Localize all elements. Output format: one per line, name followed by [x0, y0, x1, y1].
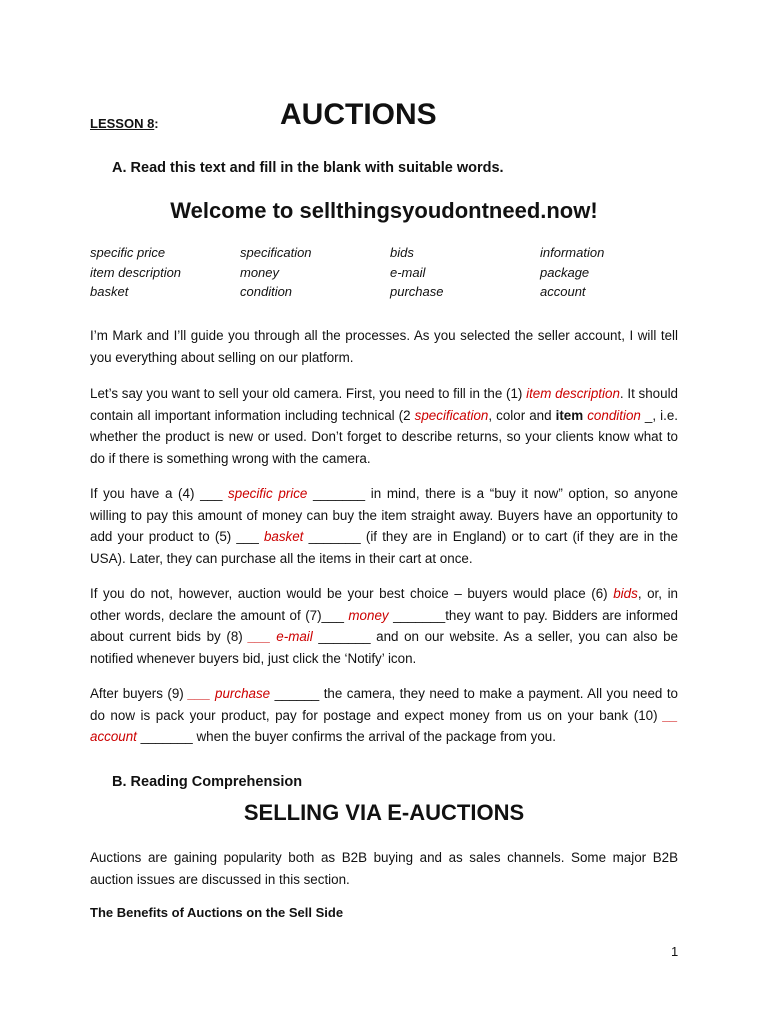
- paragraph-payment: [90, 683, 678, 748]
- text-run: _______they want to pay. Bidders are informed about current bids by (8): [90, 607, 679, 644]
- filled-answer: ___ purchase: [188, 686, 271, 701]
- text-run: _______ (if they are in England) or to cart (if they are in the USA). Later, they can purchase all the items in their cart at once.: [90, 529, 678, 566]
- filled-answer: bids: [613, 586, 638, 601]
- text-run: _______ and on our website. As a seller, you can also be notified whenever buyers bid, just click the ‘Notify’ icon.: [90, 629, 678, 666]
- text-run: _______ in mind, there is a “buy it now” option, so anyone willing to pay this amount of money can buy the item straight away. Buyers have an opportunity to add your product to (5) ___: [90, 486, 678, 544]
- paragraph-item-description: [90, 383, 678, 469]
- filled-answer: specific price: [228, 486, 308, 501]
- lesson-number: LESSON 8: [90, 116, 155, 131]
- word-bank-row: [90, 245, 690, 265]
- word-bank-item: item description: [90, 264, 182, 280]
- filled-answer: specification: [414, 407, 489, 423]
- welcome-heading: Welcome to sellthingsyoudontneed.now!: [170, 198, 598, 223]
- word-bank-item: bids: [390, 245, 414, 260]
- text-run: ______ the camera, they need to make a payment. All you need to do now is pack your product, pay for postage and expect money from us on your bank (10): [90, 686, 678, 723]
- text-run: , or, in other words, declare the amount of (7)___: [90, 586, 678, 623]
- lesson-colon: :: [154, 116, 159, 131]
- page-title: AUCTIONS: [280, 98, 437, 131]
- section-b-heading: B. Reading Comprehension: [112, 774, 303, 790]
- word-bank-item: information: [540, 245, 605, 260]
- word-bank-item: specific price: [90, 245, 166, 260]
- word-bank-item: basket: [90, 284, 129, 299]
- bold-word: item: [555, 407, 584, 423]
- word-bank-item: account: [540, 284, 586, 299]
- word-bank-row: [90, 265, 690, 285]
- paragraph-intro: I’m Mark and I’ll guide you through all the processes. As you selected the seller account, I will tell you everything about selling on our platform.: [90, 328, 678, 365]
- section-a-heading: A. Read this text and fill in the blank with suitable words.: [112, 160, 504, 176]
- text-run: If you have a (4) ___: [90, 486, 229, 501]
- text-run: _, i.e. whether the product is new or used. Don’t forget to describe returns, so your clients know what to do if there is something wrong with the camera.: [90, 407, 678, 466]
- lesson-label: [90, 116, 159, 131]
- benefits-subheading: The Benefits of Auctions on the Sell Side: [90, 905, 344, 920]
- text-run: After buyers (9): [90, 686, 189, 701]
- text-run: , color and: [488, 407, 556, 423]
- paragraph-auctions-popularity: Auctions are gaining popularity both as B2B buying and as sales channels. Some major B2B auction issues are discussed in this section.: [90, 850, 678, 887]
- filled-answer: money: [348, 607, 389, 623]
- filled-answer: basket: [263, 529, 304, 544]
- page-number: 1: [671, 944, 679, 959]
- word-bank-row: [90, 284, 690, 304]
- word-bank-item: condition: [240, 284, 293, 299]
- paragraph-auction: [90, 583, 678, 669]
- filled-answer: condition: [587, 407, 641, 423]
- text-run: _______ when the buyer confirms the arrival of the package from you.: [136, 729, 556, 744]
- word-bank-item: money: [240, 264, 280, 280]
- selling-heading: SELLING VIA E-AUCTIONS: [243, 800, 525, 825]
- filled-answer: ___ e-mail: [248, 629, 313, 644]
- paragraph-buy-it-now: [90, 483, 678, 569]
- text-run: . It should contain all important information including technical (2: [90, 386, 678, 423]
- word-bank-item: specification: [240, 245, 312, 260]
- text-run: If you do not, however, auction would be your best choice – buyers would place (6): [90, 586, 614, 601]
- filled-answer: item description: [526, 386, 620, 401]
- word-bank-item: purchase: [390, 284, 444, 299]
- word-bank-item: e-mail: [390, 264, 426, 280]
- text-run: Let’s say you want to sell your old camera. First, you need to fill in the (1): [90, 386, 527, 401]
- word-bank-item: package: [540, 264, 590, 280]
- filled-answer: __ account: [90, 707, 678, 744]
- word-bank: [90, 245, 690, 304]
